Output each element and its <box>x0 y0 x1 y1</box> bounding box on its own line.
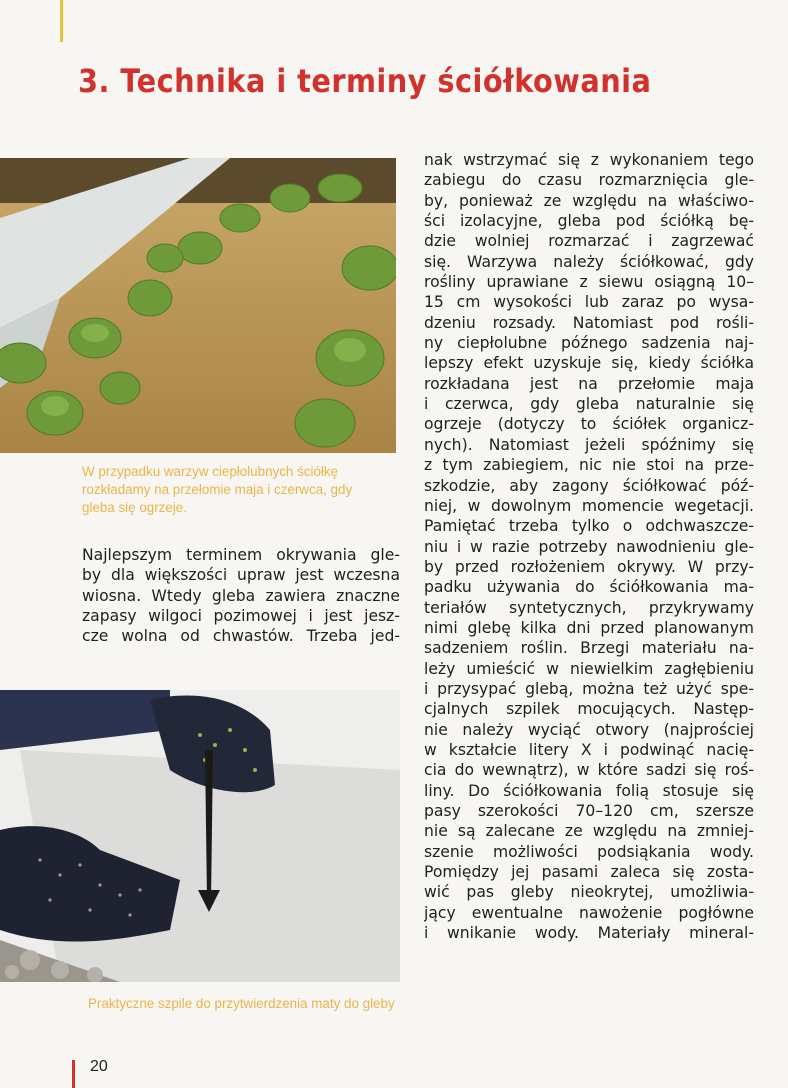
page-number: 20 <box>90 1058 108 1075</box>
text-line: i czerwca, gdy gleba naturalnie się <box>424 395 754 414</box>
text-line: by przed rozłożeniem okrywy. W przy- <box>424 557 754 576</box>
text-line: ści izolacyjne, gleba pod ściółką bę- <box>424 212 754 231</box>
text-line: ogrzeje (dotyczy to ściółek organicz- <box>424 415 754 434</box>
text-line: nie są zalecane ze względu na zmniej- <box>424 822 754 841</box>
text-line: teriałów syntetycznych, przykrywamy <box>424 598 754 617</box>
text-line: dzeniu rozsady. Natomiast pod rośli- <box>424 313 754 332</box>
text-line: w kształcie litery X i podwinąć nacię- <box>424 740 754 759</box>
text-line: niu i w razie potrzeby nawodnieniu gle- <box>424 537 754 556</box>
text-line: cjalnych szpilek mocujących. Następ- <box>424 700 754 719</box>
text-line: z tym zabiegiem, nic nie stoi na prze- <box>424 456 754 475</box>
text-line: Pomiędzy jej pasami zaleca się zosta- <box>424 863 754 882</box>
text-line: niej, w dowolnym momencie wegetacji. <box>424 496 754 515</box>
text-line: i wnikanie wody. Materiały mineral- <box>424 924 754 943</box>
text-line: wiosna. Wtedy gleba zawiera znaczne <box>82 586 400 605</box>
text-line: wić pas gleby nieokrytej, umożliwia- <box>424 883 754 902</box>
text-line: i przysypać glebą, można też użyć spe- <box>424 679 754 698</box>
text-line: nie należy wyciąć otwory (najprościej <box>424 720 754 739</box>
text-line: leży umieścić w niewielkim zagłębieniu <box>424 659 754 678</box>
photo-mat-pin <box>0 690 400 982</box>
text-line: ny ciepłolubne późnego sadzenia naj- <box>424 334 754 353</box>
text-line: cia do wewnątrz), w które sadzi się roś- <box>424 761 754 780</box>
photo-cucumber-mulch <box>0 158 396 453</box>
text-line: by dla większości upraw jest wczesna <box>82 566 400 585</box>
text-line: szkodzie, aby zagony ściółkować póź- <box>424 476 754 495</box>
text-line: pasy szerokości 70–120 cm, szersze <box>424 802 754 820</box>
photo1-caption: W przypadku warzyw ciepłolubnych ściółkę rozkładamy na przełomie maja i czerwca, gdy gleba się ogrzeje. <box>82 464 353 515</box>
text-line: nak wstrzymać się z wykonaniem tego <box>424 151 754 169</box>
top-accent-bar <box>60 0 63 42</box>
text-line: cze wolna od chwastów. Trzeba jed- <box>82 627 400 646</box>
text-line: szenie możliwości podsiąkania wody. <box>424 842 754 861</box>
text-line: rozkładana jest na przełomie maja <box>424 374 754 393</box>
left-text-column <box>82 545 400 647</box>
text-line: rośliny uprawiane z siewu osiągną 10– <box>424 273 754 292</box>
text-line: 15 cm wysokości lub zaraz po wysa- <box>424 293 754 312</box>
text-line: by, ponieważ ze względu na właściwo- <box>424 191 754 210</box>
text-line: Najlepszym terminem okrywania gle- <box>82 546 400 564</box>
text-line: nych). Natomiast jeżeli spóźnimy się <box>424 435 754 454</box>
page-number-accent <box>72 1060 75 1088</box>
right-text-column <box>424 150 754 943</box>
section-heading: 3. Technika i terminy ściółkowania <box>78 62 652 100</box>
text-line: padku używania do ściółkowania ma- <box>424 578 754 597</box>
text-line: liny. Do ściółkowania folią stosuje się <box>424 781 754 800</box>
text-line: nimi glebę kilka dni przed planowanym <box>424 618 754 637</box>
photo2-caption: Praktyczne szpile do przytwierdzenia maty do gleby <box>88 996 395 1011</box>
text-line: zapasy wilgoci pozimowej i jest jesz- <box>82 607 400 626</box>
text-line: dzie wolniej rozmarzać i zagrzewać <box>424 232 754 251</box>
text-line: się. Warzywa należy ściółkować, gdy <box>424 252 754 271</box>
text-line: jący ewentualne nawożenie pogłówne <box>424 903 754 922</box>
text-line: lepszy efekt uzyskuje się, kiedy ściółka <box>424 354 754 373</box>
text-line: Pamiętać trzeba tylko o odchwaszcze- <box>424 517 754 536</box>
text-line: zabiegu do czasu rozmarznięcia gle- <box>424 171 754 190</box>
text-line: sadzeniem roślin. Brzegi materiału na- <box>424 639 754 658</box>
